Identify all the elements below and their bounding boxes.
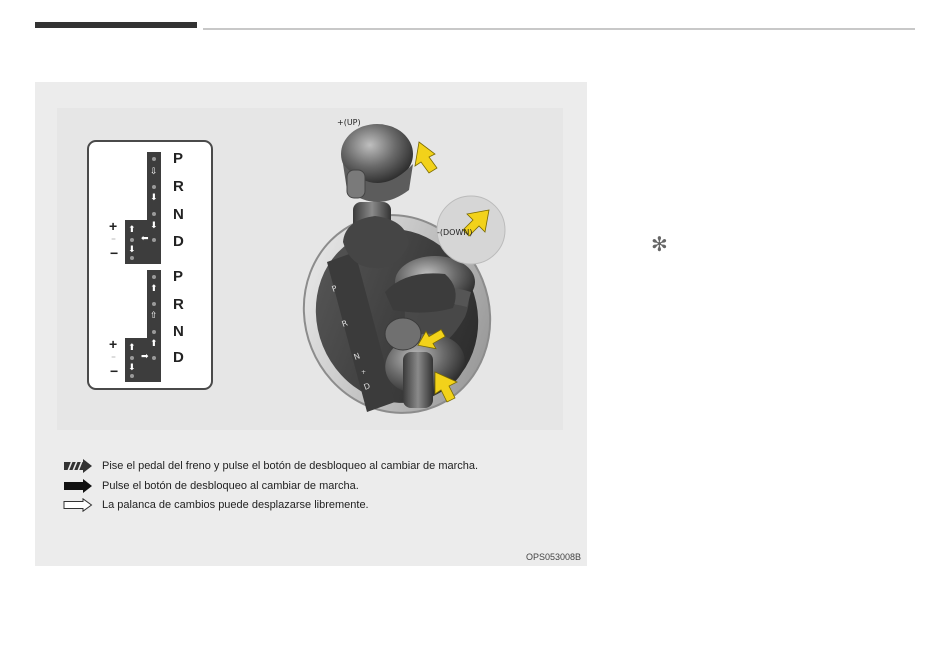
shift-up-label: +(UP) <box>337 118 361 127</box>
header-rule-thick <box>35 22 197 28</box>
up-arrow-icon: ⬆ <box>150 284 158 294</box>
gate-dot <box>152 157 156 161</box>
gate-dot <box>152 212 156 216</box>
legend-text: Pulse el botón de desbloqueo al cambiar de marcha. <box>102 480 359 492</box>
legend-text: Pise el pedal del freno y pulse el botón de desbloqueo al cambiar de marcha. <box>102 460 479 472</box>
gate-dot <box>152 330 156 334</box>
gate-dot <box>152 238 156 242</box>
svg-text:D: D <box>362 381 372 392</box>
gear-label-d: D <box>173 349 184 366</box>
legend-item-brake <box>63 459 478 473</box>
legend-item-free <box>63 498 369 512</box>
up-arrow-icon: ⬆ <box>128 343 136 353</box>
shift-pattern-diagram <box>87 140 213 390</box>
figure-code: OPS053008B <box>525 552 581 562</box>
gear-label-r: R <box>173 178 184 195</box>
down-arrow-icon: ⬇ <box>150 193 158 203</box>
gear-label-d: D <box>173 233 184 250</box>
divider-mark: = <box>111 354 117 361</box>
gate-dot <box>130 374 134 378</box>
down-arrow-icon: ⬇ <box>128 363 136 373</box>
shift-down-label: -(DOWN) <box>437 228 473 237</box>
svg-text:R: R <box>340 318 349 329</box>
up-arrow-icon: ⬆ <box>128 225 136 235</box>
outline-up-arrow-icon: ⇧ <box>150 311 158 321</box>
minus-label: − <box>110 363 119 379</box>
minus-label: − <box>110 245 119 261</box>
right-arrow-icon: ➡ <box>141 352 149 362</box>
down-arrow-icon: ⬇ <box>128 245 136 255</box>
header-rule-thin <box>203 28 915 30</box>
solid-arrow-icon <box>63 479 93 493</box>
down-arrow-icon: ⬇ <box>150 221 158 231</box>
gate-dot <box>152 185 156 189</box>
gate-dot <box>130 238 134 242</box>
gear-label-p: P <box>173 268 184 285</box>
outline-down-arrow-icon: ⇩ <box>150 167 158 177</box>
gear-shifter-illustration <box>285 102 525 428</box>
outline-arrow-icon <box>63 498 93 512</box>
gear-label-n: N <box>173 323 184 340</box>
left-arrow-icon: ⬅ <box>141 234 149 244</box>
note-star-icon: ✻ <box>651 232 668 256</box>
svg-text:+: + <box>361 369 367 376</box>
plus-label: + <box>109 218 118 234</box>
gear-label-r: R <box>173 296 184 313</box>
hatched-arrow-icon <box>63 459 93 473</box>
gear-label-p: P <box>173 150 184 167</box>
gate-dot <box>130 256 134 260</box>
svg-text:N: N <box>352 351 362 362</box>
up-arrow-icon: ⬆ <box>150 339 158 349</box>
gate-dot <box>152 275 156 279</box>
gate-dot <box>152 302 156 306</box>
figure-panel <box>35 82 587 566</box>
svg-text:P: P <box>330 283 339 294</box>
legend-text: La palanca de cambios puede desplazarse libremente. <box>102 499 369 511</box>
gate-dot <box>130 356 134 360</box>
gate-dot <box>152 356 156 360</box>
legend-item-button <box>63 479 359 493</box>
plus-label: + <box>109 336 118 352</box>
divider-mark: = <box>111 236 117 243</box>
gear-label-n: N <box>173 206 184 223</box>
